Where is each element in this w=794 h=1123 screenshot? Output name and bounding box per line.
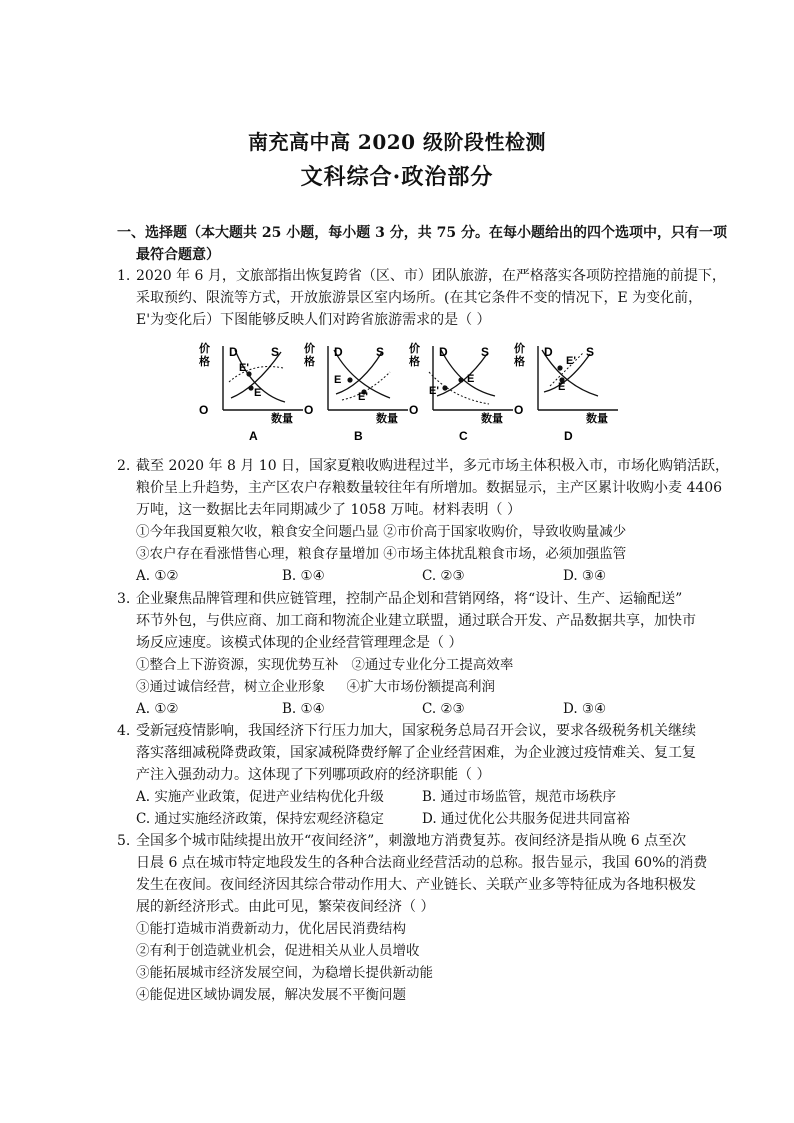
graph-panel [514,341,618,443]
question-text-line: 发生在夜间。夜间经济因其综合带动作用大、产业链长、关联产业多等特征成为各地积极发 [136,877,696,893]
point-e-label: E [254,387,262,399]
y-axis-label: 价 [409,343,420,355]
origin-label: O [409,403,419,417]
option-d[interactable]: D. 通过优化公共服务促进共同富裕 [422,811,630,827]
question-text-line: 产注入强劲动力。这体现了下列哪项政府的经济职能（ ） [136,767,491,783]
origin-label: O [199,403,209,417]
point-e-label: E [334,374,342,386]
supply-demand-graphs [199,338,625,446]
question-number: 5. [117,833,131,849]
question-text-line: 万吨，这一数据比去年同期减少了 1058 万吨。材料表明（ ） [136,502,521,518]
option-a[interactable]: A. ①② [136,568,179,584]
question-text-line: 全国多个城市陆续提出放开“夜间经济”，刺激地方消费复苏。夜间经济是指从晚 6 点至次 [136,833,687,849]
graphs-svg [199,338,625,446]
statement-line: ①今年我国夏粮欠收，粮食安全问题凸显 ②市价高于国家收购价，导致收购量减少 [136,524,627,540]
statement-line: ③农户存在看涨惜售心理，粮食存量增加 ④市场主体扰乱粮食市场，必须加强监管 [136,546,627,562]
question-text-line: 受新冠疫情影响，我国经济下行压力加大，国家税务总局召开会议，要求各级税务机关继续 [136,723,696,739]
question-text-line: 采取预约、限流等方式，开放旅游景区室内场所。(在其它条件不变的情况下，E 为变化前， [136,290,703,306]
question-1 [117,265,726,331]
x-axis-label: 数量 [481,413,503,425]
supply-label: S [376,345,385,359]
graph-option-label: A [249,429,258,443]
option-row [117,698,717,720]
y-axis-label: 价 [304,343,315,355]
graph-panel [409,341,513,443]
statement-line: ①能打造城市消费新动力，优化居民消费结构 [136,921,406,937]
question-3 [117,588,717,720]
x-axis-label: 数量 [271,413,293,425]
x-axis-label: 数量 [376,413,398,425]
supply-label: S [271,345,280,359]
option-a[interactable]: A. ①② [136,701,179,717]
exam-subtitle: 文科综合·政治部分 [300,164,494,190]
statement-line: ④能促进区域协调发展，解决发展不平衡问题 [136,987,406,1003]
origin-label: O [514,403,524,417]
option-d[interactable]: D. ③④ [563,568,607,584]
demand-label: D [544,345,553,359]
question-5 [117,830,717,1006]
question-number: 3. [117,591,131,607]
demand-label: D [334,345,343,359]
equilibrium-point-e-prime [442,385,447,390]
option-row [117,565,717,587]
section-heading-line-1: 一、选择题（本大题共 25 小题，每小题 3 分，共 75 分。在每小题给出的四个选项中，只有一项 [117,225,727,241]
question-text-line: 粮价呈上升趋势，主产区农户存粮数量较往年有所增加。数据显示，主产区累计收购小麦 4406 [136,480,723,496]
option-b[interactable]: B. ①④ [282,568,325,584]
statement-line: ②有利于创造就业机会，促进相关从业人员增收 [136,943,420,959]
graph-panel [304,341,408,443]
question-text-line: 展的新经济形式。由此可见，繁荣夜间经济（ ） [136,899,435,915]
y-axis-label: 价 [514,343,525,355]
question-text-line: 落实落细减税降费政策，国家减税降费纾解了企业经营困难，为企业渡过疫情难关、复工复 [136,745,696,761]
option-c[interactable]: C. ②③ [422,568,465,584]
y-axis-label: 格 [409,356,420,368]
point-e-prime-label: E' [429,385,439,397]
question-text-line: 日晨 6 点在城市特定地段发生的各种合法商业经营活动的总称。报告显示，我国 60%的消费 [136,855,708,871]
question-text-line: 截至 2020 年 8 月 10 日，国家夏粮收购进程过半，多元市场主体积极入市，市场化购销活跃， [136,458,730,474]
question-2 [117,455,730,587]
y-axis-label: 价 [199,343,210,355]
equilibrium-point-e [458,377,463,382]
section-heading [117,222,727,266]
point-e-prime-label: E' [239,362,249,374]
supply-label: S [481,345,490,359]
point-e-prime-label: E' [358,391,368,403]
demand-label: D [229,345,238,359]
question-number: 1. [117,268,131,284]
option-a[interactable]: A. 实施产业政策，促进产业结构优化升级 [136,789,384,805]
graph-option-label: B [354,429,363,443]
exam-title: 南充高中高 2020 级阶段性检测 [247,130,547,154]
question-number: 2. [117,458,131,474]
option-row [117,786,717,808]
statement-line: ①整合上下游资源，实现优势互补 ②通过专业化分工提高效率 [136,657,514,673]
graph-option-label: D [564,429,573,443]
statement-line: ③能拓展城市经济发展空间，为稳增长提供新动能 [136,965,433,981]
point-e-prime-label: E' [566,355,576,367]
equilibrium-point-e [248,385,253,390]
question-4 [117,720,717,830]
shifted-curve [229,367,283,382]
option-row [117,808,717,830]
supply-label: S [586,345,595,359]
x-axis-label: 数量 [586,413,608,425]
y-axis-label: 格 [514,356,525,368]
y-axis-label: 格 [304,356,315,368]
option-d[interactable]: D. ③④ [563,701,607,717]
option-b[interactable]: B. ①④ [282,701,325,717]
equilibrium-point-e [347,377,352,382]
demand-label: D [439,345,448,359]
question-text-line: 环节外包，与供应商、加工商和物流企业建立联盟，通过联合开发、产品数据共享，加快市 [136,613,696,629]
graph-panel [199,341,303,443]
option-b[interactable]: B. 通过市场监管，规范市场秩序 [422,789,617,805]
equilibrium-point-e-prime [557,365,562,370]
graph-option-label: C [459,429,468,443]
y-axis-label: 格 [199,356,210,368]
question-number: 4. [117,723,131,739]
question-text-line: 企业聚焦品牌管理和供应链管理，控制产品企划和营销网络，将“设计、生产、运输配送” [136,591,683,607]
section-heading-line-2: 最符合题意） [136,247,220,263]
question-text-line: E'为变化后）下图能够反映人们对跨省旅游需求的是（ ） [136,312,491,328]
origin-label: O [304,403,314,417]
statement-line: ③通过诚信经营，树立企业形象 ④扩大市场份额提高利润 [136,679,495,695]
question-text-line: 2020 年 6 月，文旅部指出恢复跨省（区、市）团队旅游，在严格落实各项防控措施的前提下， [136,268,726,284]
option-c[interactable]: C. 通过实施经济政策，保持宏观经济稳定 [136,811,384,827]
point-e-label: E [558,381,566,393]
point-e-label: E [467,373,475,385]
option-c[interactable]: C. ②③ [422,701,465,717]
question-text-line: 场反应速度。该模式体现的企业经营管理理念是（ ） [136,635,463,651]
